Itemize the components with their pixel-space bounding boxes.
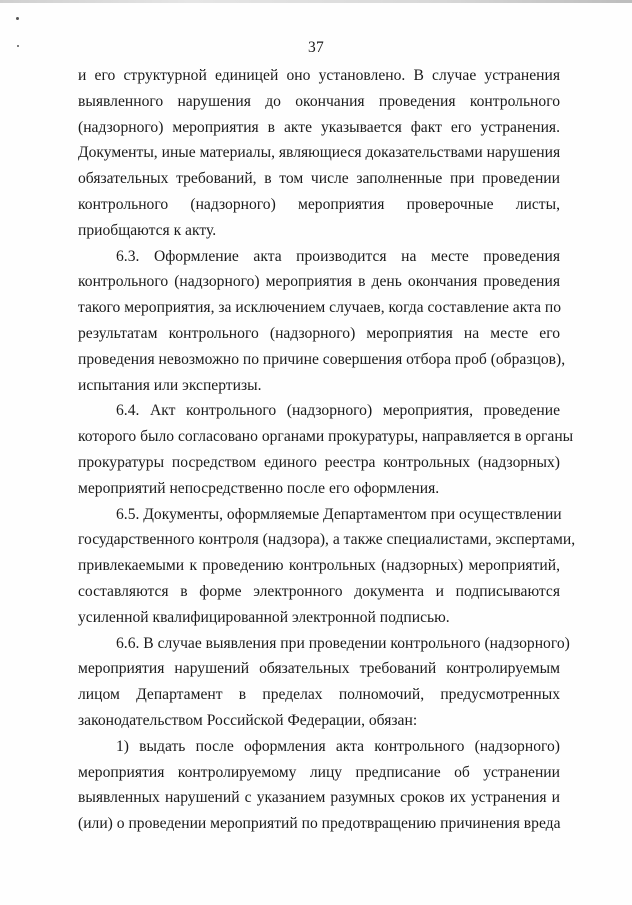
text-line: которого было согласовано органами прокуратуры, направляется в органы	[78, 428, 574, 446]
text-line: 6.4. Акт контрольного (надзорного) мероприятия, проведение	[116, 402, 560, 420]
text-line: и его структурной единицей оно установлено. В случае устранения	[78, 67, 560, 84]
text-line: государственного контроля (надзора), а также специалистами, экспертами,	[78, 531, 576, 549]
text-line: выявленного нарушения до окончания проведения контрольного	[78, 92, 560, 110]
page-number: 37	[307, 39, 325, 56]
text-line: лицом Департамент в пределах полномочий, предусмотренных	[78, 686, 560, 704]
text-line: приобщаются к акту.	[78, 221, 217, 239]
text-line: обязательных требований, в том числе заполненные при проведении	[78, 170, 560, 188]
text-line: привлекаемыми к проведению контрольных (надзорных) мероприятий,	[78, 557, 560, 575]
text-line: Документы, иные материалы, являющиеся доказательствами нарушения	[78, 144, 561, 162]
text-line: 6.5. Документы, оформляемые Департаментом при осуществлении	[116, 505, 562, 523]
text-line: (или) о проведении мероприятий по предотвращению причинения вреда	[78, 815, 561, 833]
paragraph-cont	[78, 63, 560, 244]
paragraph-6-6	[78, 631, 570, 734]
text-line: результатам контрольного (надзорного) мероприятия на месте его	[78, 324, 560, 342]
text-line: контрольного (надзорного) мероприятия в день окончания проведения	[78, 273, 560, 291]
text-line: мероприятий непосредственно после его оформления.	[78, 479, 440, 497]
text-line: мероприятия нарушений обязательных требований контролируемым	[78, 660, 560, 678]
paragraph-6-3	[78, 244, 566, 399]
document-body	[78, 63, 576, 837]
paragraph-6-5	[78, 502, 576, 631]
text-line: законодательством Российской Федерации, обязан:	[78, 711, 418, 729]
text-line: испытания или экспертизы.	[78, 376, 262, 394]
text-line: такого мероприятия, за исключением случаев, когда составление акта по	[78, 299, 562, 317]
scan-top-edge	[0, 0, 632, 3]
text-line: 1) выдать после оформления акта контрольного (надзорного)	[116, 737, 560, 755]
text-line: составляются в форме электронного документа и подписываются	[78, 582, 560, 600]
scan-speck	[16, 17, 19, 20]
paragraph-6-6-1	[78, 734, 560, 837]
text-line: проведения невозможно по причине совершения отбора проб (образцов),	[78, 350, 566, 368]
text-line: 6.6. В случае выявления при проведении контрольного (надзорного)	[116, 634, 570, 652]
text-line: прокуратуры посредством единого реестра контрольных (надзорных)	[78, 453, 560, 471]
text-line: мероприятия контролируемому лицу предписание об устранении	[78, 763, 560, 781]
text-line: (надзорного) мероприятия в акте указывается факт его устранения.	[78, 118, 560, 136]
text-line: выявленных нарушений с указанием разумных сроков их устранения и	[78, 789, 560, 807]
paragraph-6-4	[78, 398, 574, 501]
text-line: контрольного (надзорного) мероприятия проверочные листы,	[78, 195, 560, 213]
text-line: усиленной квалифицированной электронной подписью.	[78, 608, 450, 626]
text-line: 6.3. Оформление акта производится на месте проведения	[116, 247, 560, 265]
